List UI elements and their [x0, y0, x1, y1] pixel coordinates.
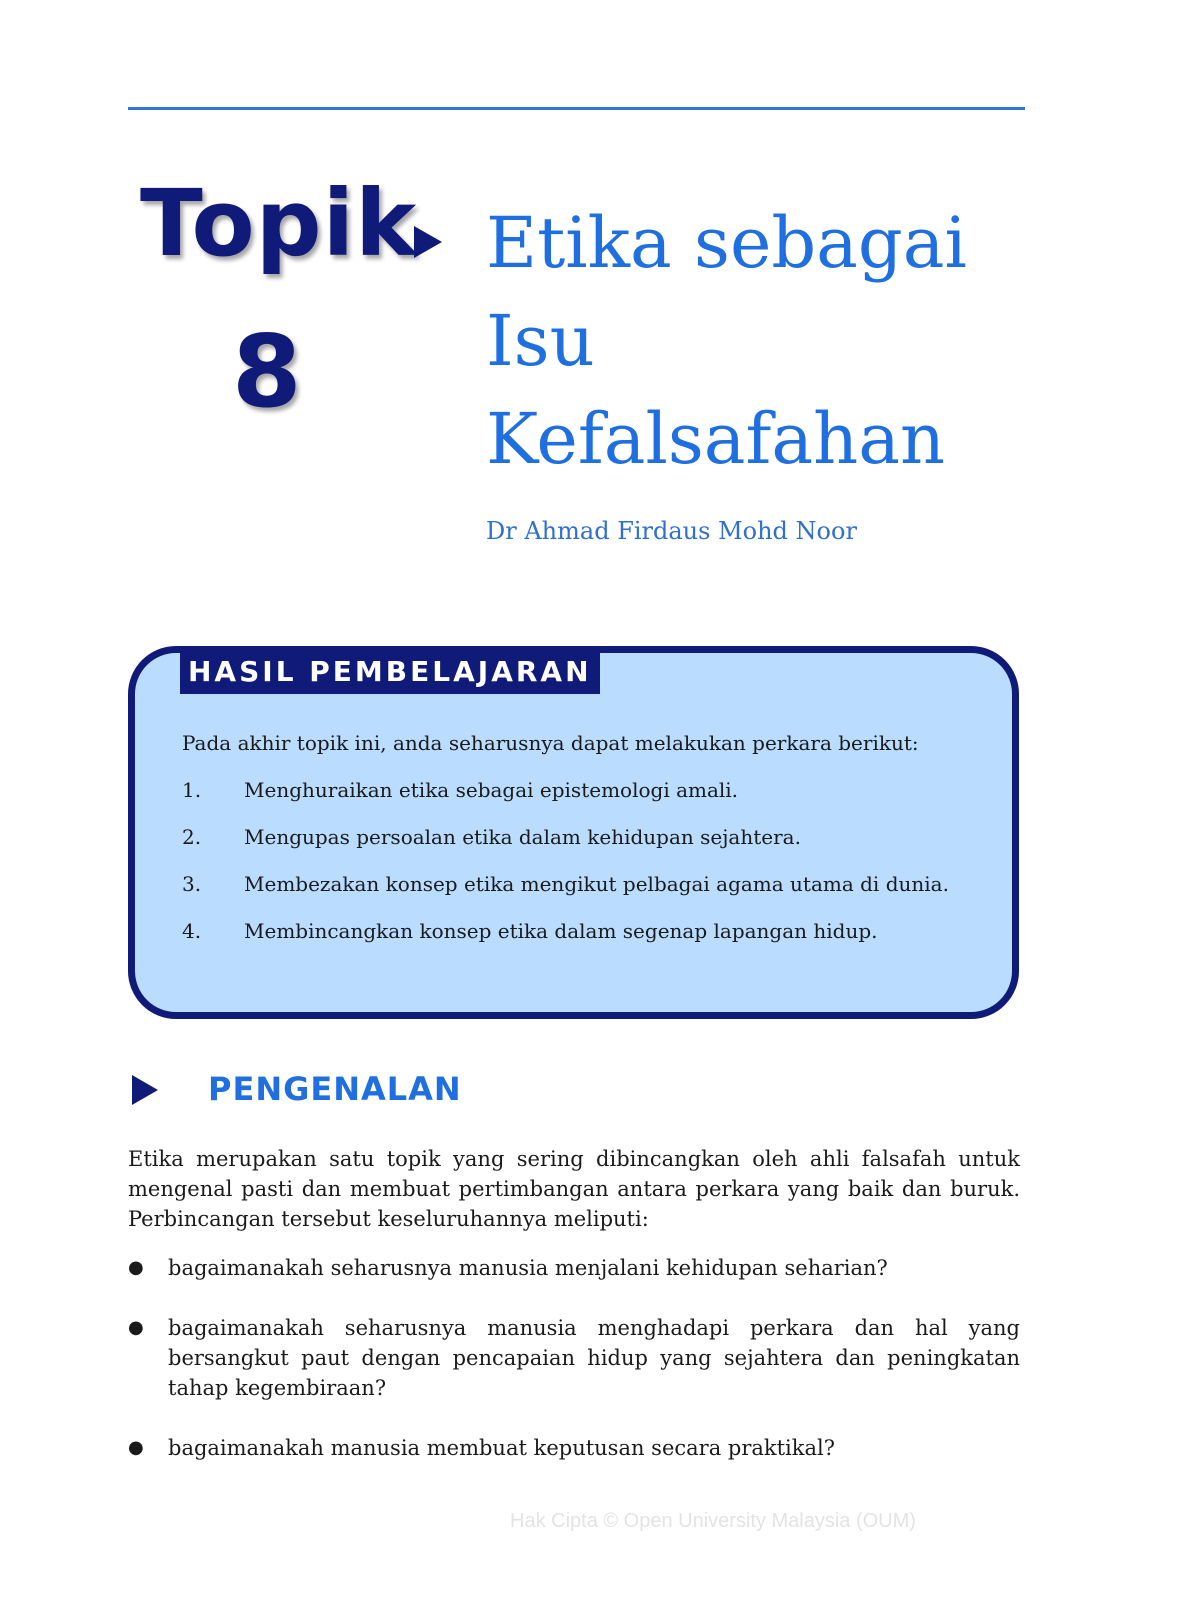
list-item	[128, 1313, 1020, 1403]
outcome-item	[182, 776, 982, 804]
outcome-text: Menghuraikan etika sebagai epistemologi amali.	[244, 778, 739, 802]
outcome-text: Membezakan konsep etika mengikut pelbagai agama utama di dunia.	[244, 872, 949, 896]
copyright-watermark: Hak Cipta © Open University Malaysia (OUM)	[510, 1510, 916, 1532]
outcome-number: 4.	[182, 919, 202, 943]
author-name: Dr Ahmad Firdaus Mohd Noor	[486, 517, 857, 545]
list-item-text: bagaimanakah seharusnya manusia menghadapi perkara dan hal yang bersangkut paut dengan pencapaian hidup yang sejahtera dan peningkatan tahap kegembiraan?	[168, 1316, 1020, 1400]
title-line-3: Kefalsafahan	[486, 398, 946, 480]
title-line-2: Isu	[486, 300, 595, 382]
list-item-text: bagaimanakah seharusnya manusia menjalani kehidupan seharian?	[168, 1256, 888, 1280]
outcome-number: 2.	[182, 825, 202, 849]
bullet-list	[128, 1253, 1020, 1493]
topic-label: Topik	[140, 170, 418, 277]
learning-outcomes-intro: Pada akhir topik ini, anda seharusnya dapat melakukan perkara berikut:	[182, 731, 919, 755]
learning-outcomes-list	[182, 776, 982, 964]
topic-number: 8	[232, 313, 302, 430]
list-item-text: bagaimanakah manusia membuat keputusan secara praktikal?	[168, 1436, 835, 1460]
outcome-number: 1.	[182, 778, 202, 802]
list-item	[128, 1253, 1020, 1283]
outcome-item	[182, 870, 982, 898]
list-item	[128, 1433, 1020, 1463]
title-line-1: Etika sebagai	[486, 202, 967, 284]
bullet-icon: ●	[128, 1257, 144, 1278]
outcome-item	[182, 917, 982, 945]
outcome-item	[182, 823, 982, 851]
bullet-icon: ●	[128, 1317, 144, 1338]
bullet-icon: ●	[128, 1437, 144, 1458]
outcome-text: Mengupas persoalan etika dalam kehidupan sejahtera.	[244, 825, 801, 849]
title-arrow-icon	[414, 226, 442, 258]
intro-paragraph: Etika merupakan satu topik yang sering dibincangkan oleh ahli falsafah untuk mengenal pasti dan membuat pertimbangan antara perkara yang baik dan buruk. Perbincangan tersebut keseluruhannya meliputi:	[128, 1147, 1020, 1231]
outcome-number: 3.	[182, 872, 202, 896]
section-arrow-icon	[132, 1075, 158, 1105]
outcome-text: Membincangkan konsep etika dalam segenap lapangan hidup.	[244, 919, 878, 943]
top-rule	[128, 107, 1025, 110]
section-heading: PENGENALAN	[208, 1070, 462, 1108]
learning-outcomes-heading: HASIL PEMBELAJARAN	[180, 652, 600, 694]
